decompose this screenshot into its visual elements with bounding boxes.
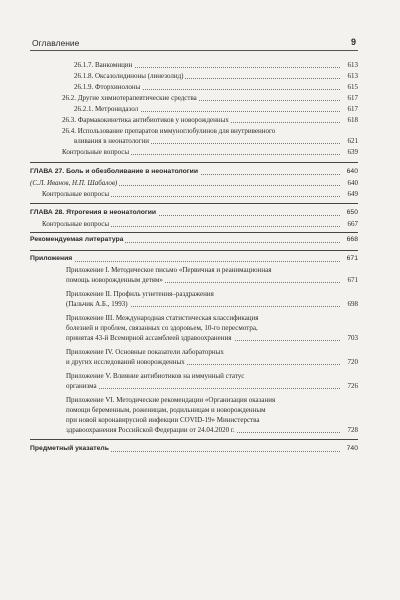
toc-entry-page: 649 [347,190,358,198]
toc-entry[interactable] [74,61,358,69]
toc-entry-title: помощь новорожденным детям» [66,276,163,284]
toc-entry-title: организма [66,382,97,390]
toc-entry-title: вливания в неонатологии [74,137,150,145]
section-divider [30,162,358,163]
header-title: Оглавление [32,38,80,48]
section-divider [30,232,358,233]
header-page-number: 9 [350,37,356,47]
toc-entry-title-line[interactable]: Приложение II. Профиль угнетения–раздражения [66,290,214,298]
toc-entry[interactable] [74,105,358,113]
toc-entry-page: 621 [347,137,358,145]
toc-entry-title: 26.2. Другие химиотерапевтические средства [62,94,197,102]
toc-entry-title: (Пальчик А.Б., 1993) [66,300,128,308]
toc-entry-page: 613 [347,72,358,80]
toc-entry-title: 26.2.1. Метронидазол [74,105,139,113]
toc-chapter[interactable] [30,255,358,263]
toc-chapter[interactable] [30,168,358,176]
toc-entry[interactable] [66,276,358,284]
toc-entry-title: 26.1.9. Фторхинолоны [74,83,141,91]
toc-entry[interactable] [62,148,358,156]
toc-entry-page: 728 [347,426,358,434]
toc-entry-page: 618 [347,116,358,124]
toc-entry-title: 26.1.7. Ванкомицин [74,61,133,69]
toc-entry-page: 640 [346,168,358,175]
toc-entry-page: 617 [347,105,358,113]
toc-entry[interactable] [66,426,358,434]
toc-entry-title-line[interactable]: Приложение V. Влияние антибиотиков на иммунный статус [66,372,245,380]
toc-entry-page: 671 [347,276,358,284]
toc-entry-title: Контрольные вопросы [62,148,130,156]
toc-entry[interactable] [42,190,358,198]
toc-entry[interactable] [66,300,358,308]
toc-entry-page: 650 [346,209,358,216]
toc-entry-page: 703 [347,334,358,342]
toc-chapter-title: Приложения [30,255,73,262]
toc-chapter-title: ГЛАВА 28. Ятрогения в неонатологии [30,209,157,216]
toc-chapter-title: ГЛАВА 27. Боль и обезболивание в неонатологии [30,168,198,175]
toc-entry-title: Контрольные вопросы [42,190,110,198]
toc-entry-page: 613 [347,61,358,69]
section-divider [30,250,358,251]
toc-entry-title-line[interactable]: 26.4. Использование препаратов иммуноглобулинов для внутривенного [62,127,276,135]
toc-entry[interactable] [66,334,358,342]
toc-entry-page: 726 [347,382,358,390]
toc-entry-title-line[interactable]: Приложение IV. Основные показатели лабораторных [66,348,224,356]
toc-entry[interactable] [74,72,358,80]
toc-entry-page: 720 [347,358,358,366]
toc-chapter[interactable] [30,209,358,217]
toc-entry-title: Контрольные вопросы [42,220,110,228]
toc-entry-title: 26.1.8. Оксазолидиноны (линезолид) [74,72,184,80]
toc-entry[interactable] [74,137,358,145]
toc-entry[interactable] [66,382,358,390]
toc-entry-page: 640 [347,179,358,187]
toc-entry-title-line[interactable]: Приложение VI. Методические рекомендации «Организация оказания [66,396,276,404]
section-divider [30,203,358,204]
toc-entry-page: 740 [346,445,358,452]
toc-entry-title: принятая 43-й Всемирной ассамблеей здравоохранения [66,334,232,342]
toc-entry-page: 617 [347,94,358,102]
toc-entry-page: 668 [346,236,358,243]
toc-entry-title-line[interactable]: при новой коронавирусной инфекции COVID-19» Министерства [66,416,260,424]
toc-chapter[interactable] [30,445,358,453]
toc-entry-page: 667 [347,220,358,228]
toc-entry-title-line[interactable]: болезней и проблем, связанных со здоровьем, 10-го пересмотра, [66,324,258,332]
toc-entry-title: здравоохранения Российской Федерации от 24.04.2020 г. [66,426,235,434]
leader-dots [66,388,340,389]
section-divider [30,439,358,440]
toc-entry-page: 639 [347,148,358,156]
toc-entry-page: 671 [346,255,358,262]
leader-dots [30,261,340,262]
toc-entry-title-line[interactable]: Приложение III. Международная статистическая классификация [66,314,259,322]
toc-entry-page: 698 [347,300,358,308]
toc-authors: (С.Л. Иванов, Н.П. Шабалов) [30,179,118,187]
toc-chapter-title: Рекомендуемая литература [30,236,124,243]
toc-entry-page: 615 [347,83,358,91]
toc-entry[interactable] [30,179,358,187]
toc-chapter-title: Предметный указатель [30,445,109,452]
toc-entry-title-line[interactable]: помощи беременным, роженицам, родильницам и новорожденным [66,406,266,414]
toc-entry[interactable] [62,94,358,102]
toc-entry[interactable] [74,83,358,91]
toc-entry[interactable] [62,116,358,124]
toc-entry[interactable] [66,358,358,366]
toc-entry-title: и других исследований новорожденных [66,358,185,366]
toc-entry-title: 26.3. Фармакокинетика антибиотиков у новорожденных [62,116,229,124]
toc-entry-title-line[interactable]: Приложение I. Методическое письмо «Первичная и реанимационная [66,266,272,274]
toc-chapter[interactable] [30,236,358,244]
toc-entry[interactable] [42,220,358,228]
